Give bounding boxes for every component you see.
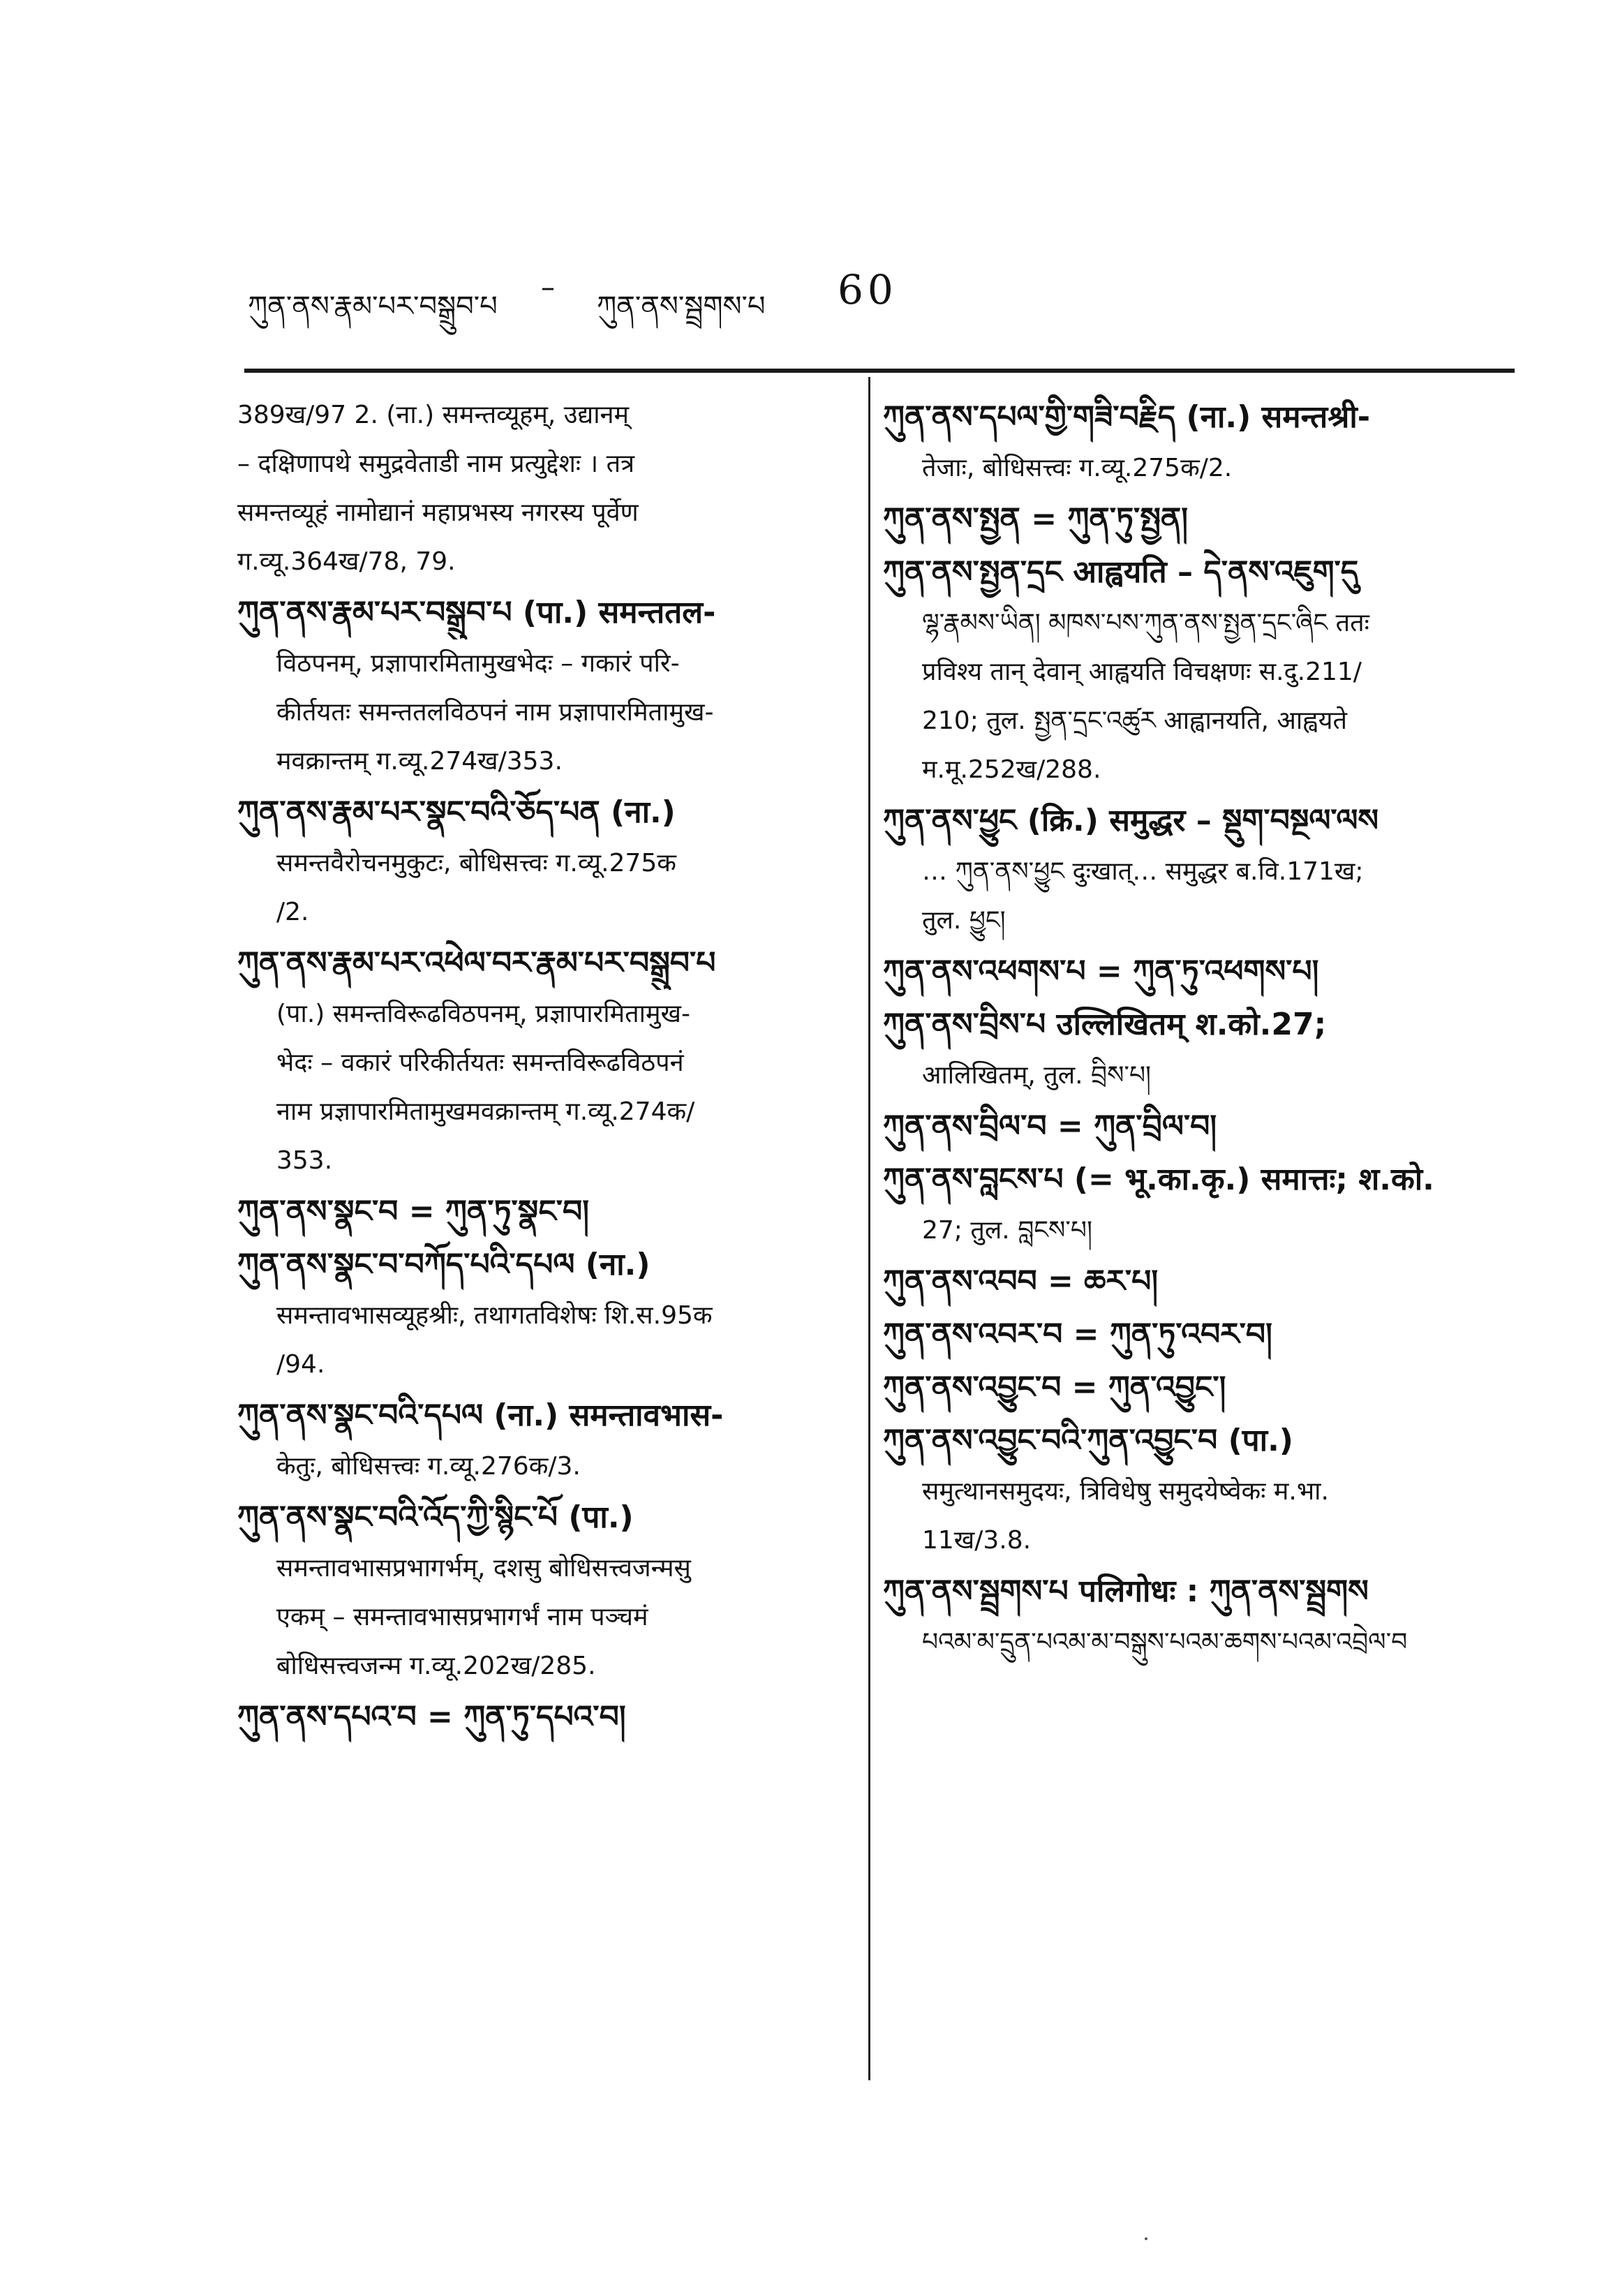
entry-definition-line: भेदः – वकारं परिकीर्तयतः समन्तविरूढविठपनं [276, 1049, 684, 1077]
page-number: 60 [838, 266, 898, 313]
entry-definition-line: པའམ་མ་དྲུན་པའམ་མ་བསྒུས་པའམ་ཆགས་པའམ་འབྲེལ་བ [922, 1628, 1408, 1657]
entry-headword-line: ཀུན་ནས་འབབ = ཆར་པ། [883, 1264, 1159, 1299]
entry-headword-line: ཀུན་ནས་སྣང་བ་བཀོད་པའི་དཔལ (ना.) [237, 1247, 651, 1282]
dictionary-entry [237, 391, 852, 586]
entry-headword-line: ཀུན་ནས་སྣང་བའི་འོད་ཀྱི་སྙིང་པོ (पा.) [237, 1499, 634, 1535]
entry-headword-line: ཀུན་ནས་དཔལ་གྱི་གཟི་བརྗིད (ना.) समन्तश्री- [883, 399, 1371, 435]
entry-headword-line: ཀུན་ནས་དཔའ་བ = ཀུན་ཏུ་དཔའ་བ། [237, 1699, 626, 1735]
entry-definition-line: /2. [276, 898, 309, 926]
dictionary-entry [237, 1691, 852, 1744]
dictionary-entry [883, 1361, 1511, 1414]
entry-definition-line: /94. [276, 1350, 325, 1379]
entry-headword-line: ཀུན་ནས་བླངས་པ (= भू.का.कृ.) समात्तः; श.को. [883, 1162, 1434, 1197]
entry-definition-line: ग.व्यू.364ख/78, 79. [237, 547, 456, 576]
entry-headword-line: ཀུན་ནས་སྦྲགས་པ पलिगोधः : ཀུན་ནས་སྦྲགས [883, 1573, 1369, 1609]
header-dash: – [541, 272, 555, 304]
dictionary-entry [237, 1389, 852, 1491]
entry-headword-line: ཀུན་ནས་རྣམ་པར་འཕེལ་བར་རྣམ་པར་བསྒྲུབ་པ [237, 945, 716, 981]
entry-definition-line: तुल. ཕྱུང། [922, 906, 1006, 935]
dictionary-entry [883, 1153, 1511, 1255]
dictionary-entry [237, 937, 852, 1185]
dictionary-entry [237, 1491, 852, 1691]
entry-headword-line: ཀུན་ནས་འབར་བ = ཀུན་ཏུ་འབར་བ། [883, 1317, 1272, 1352]
entry-definition-line: समन्तावभासप्रभागर्भम्, दशसु बोधिसत्त्वजन्मसु [276, 1554, 691, 1583]
entry-headword-line: ཀུན་ནས་བྲིས་པ उल्लिखितम् श.को.27; [883, 1007, 1327, 1042]
entry-headword-line: ཀུན་ནས་སྤྱན་དྲང आह्वयति – དེ་ནས་འཇུག་དུ [883, 554, 1359, 590]
column-divider [868, 377, 870, 2080]
entry-definition-line: ལྷ་རྣམས་ཡིན། མཁས་པས་ཀུན་ནས་སྤྱན་དྲང་ཞིང ततः [922, 609, 1369, 637]
entry-definition-line: प्रविश्य तान् देवान् आह्वयति विचक्षणः स.दु.211/ [922, 658, 1362, 686]
dictionary-entry [883, 1308, 1511, 1361]
dictionary-entry [883, 998, 1511, 1100]
entry-headword-line: ཀུན་ནས་འབྱུང་བའི་ཀུན་འབྱུང་བ (पा.) [883, 1423, 1293, 1458]
entry-headword-line: ཀུན་ནས་འབྱུང་བ = ཀུན་འབྱུང་། [883, 1370, 1226, 1405]
entry-headword-line: ཀུན་ནས་སྣང་བའི་དཔལ (ना.) समन्तावभास- [237, 1398, 724, 1433]
entry-headword-line: ཀུན་ནས་སྣང་བ = ཀུན་ཏུ་སྣང་བ། [237, 1194, 589, 1229]
header-first-headword: ཀུན་ནས་རྣམ་པར་བསྒྲུབ་པ [248, 290, 498, 323]
entry-definition-line: समन्तव्यूहं नामोद्यानं महाप्रभस्य नगरस्य पूर्वेण [237, 498, 639, 527]
entry-headword-line: ཀུན་ནས་རྣམ་པར་བསྒྲུབ་པ (पा.) समन्ततल- [237, 595, 716, 630]
dictionary-entry [237, 1185, 852, 1238]
entry-definition-line: कीर्तयतः समन्ततलविठपनं नाम प्रज्ञापारमितामुख- [276, 698, 714, 727]
entry-definition-line: 27; तुल. བླངས་པ། [922, 1216, 1092, 1245]
entry-definition-line: मवक्रान्तम् ग.व्यू.274ख/353. [276, 747, 563, 776]
entry-definition-line: आलिखितम्, तुल. བྲིས་པ། [922, 1061, 1152, 1090]
entry-definition-line: … ཀུན་ནས་ཕྱུང दुःखात्… समुद्धर ब.वि.171ख; [922, 857, 1364, 886]
dictionary-entry [883, 1565, 1511, 1667]
entry-definition-line: 210; तुल. སྤྱན་དྲང་འཚུར आह्वानयति, आह्वयते [922, 706, 1348, 735]
entry-definition-line: तेजाः, बोधिसत्त्वः ग.व्यू.275क/2. [922, 454, 1233, 482]
entry-definition-line: – दक्षिणापथे समुद्रवेताडी नाम प्रत्युद्देशः । तत्र [237, 450, 634, 478]
entry-headword-line: ཀུན་ནས་རྣམ་པར་སྣང་བའི་ཅོད་པན (ना.) [237, 794, 676, 830]
entry-definition-line: समन्तावभासव्यूहश्रीः, तथागतविशेषः शि.स.95क [276, 1301, 713, 1330]
entry-definition-line: एकम् – समन्तावभासप्रभागर्भं नाम पञ्चमं [276, 1603, 648, 1631]
entry-definition-line: (पा.) समन्तविरूढविठपनम्, प्रज्ञापारमितामुख- [276, 1000, 690, 1028]
dictionary-entry [883, 945, 1511, 998]
entry-definition-line: नाम प्रज्ञापारमितामुखमवक्रान्तम् ग.व्यू.274क/ [276, 1097, 695, 1126]
dictionary-entry [237, 1238, 852, 1389]
left-column [237, 391, 852, 1744]
dictionary-entry [883, 391, 1511, 493]
entry-headword-line: ཀུན་ནས་ཕྱུང (क्रि.) समुद्धर – སྡུག་བསྔལ་ལས [883, 803, 1379, 838]
entry-definition-line: समुत्थानसमुदयः, त्रिविधेषु समुदयेष्वेकः म.भा. [922, 1477, 1329, 1506]
dictionary-entry [237, 786, 852, 937]
entry-definition-line: बोधिसत्त्वजन्म ग.व्यू.202ख/285. [276, 1652, 596, 1680]
right-column [883, 391, 1511, 1667]
entry-definition-line: विठपनम्, प्रज्ञापारमितामुखभेदः – गकारं परि- [276, 649, 680, 678]
running-header [248, 266, 946, 323]
dictionary-entry [237, 586, 852, 786]
dictionary-entry [883, 1414, 1511, 1565]
dictionary-entry [883, 794, 1511, 945]
entry-definition-line: 11ख/3.8. [922, 1526, 1032, 1555]
header-last-headword: ཀུན་ནས་སྦྲགས་པ [597, 290, 766, 323]
entry-headword-line: ཀུན་ནས་སྤྱན = ཀུན་ཏུ་སྤྱན། [883, 501, 1189, 537]
entry-headword-line: ཀུན་ནས་བྲིལ་བ = ཀུན་བྲིལ་བ། [883, 1109, 1217, 1144]
scan-speck [1145, 2237, 1147, 2240]
dictionary-entry [883, 1255, 1511, 1308]
dictionary-entry [883, 493, 1511, 546]
entry-definition-line: 353. [276, 1146, 333, 1175]
dictionary-entry [883, 546, 1511, 794]
entry-definition-line: म.मू.252ख/288. [922, 755, 1101, 784]
header-rule [244, 369, 1515, 373]
entry-definition-line: समन्तवैरोचनमुकुटः, बोधिसत्त्वः ग.व्यू.275क [276, 849, 676, 877]
entry-definition-line: केतुः, बोधिसत्त्वः ग.व्यू.276क/3. [276, 1452, 581, 1481]
dictionary-entry [883, 1100, 1511, 1153]
entry-definition-line: 389ख/97 2. (ना.) समन्तव्यूहम्, उद्यानम् [237, 401, 630, 429]
entry-headword-line: ཀུན་ནས་འཕགས་པ = ཀུན་ཏུ་འཕགས་པ། [883, 954, 1319, 989]
